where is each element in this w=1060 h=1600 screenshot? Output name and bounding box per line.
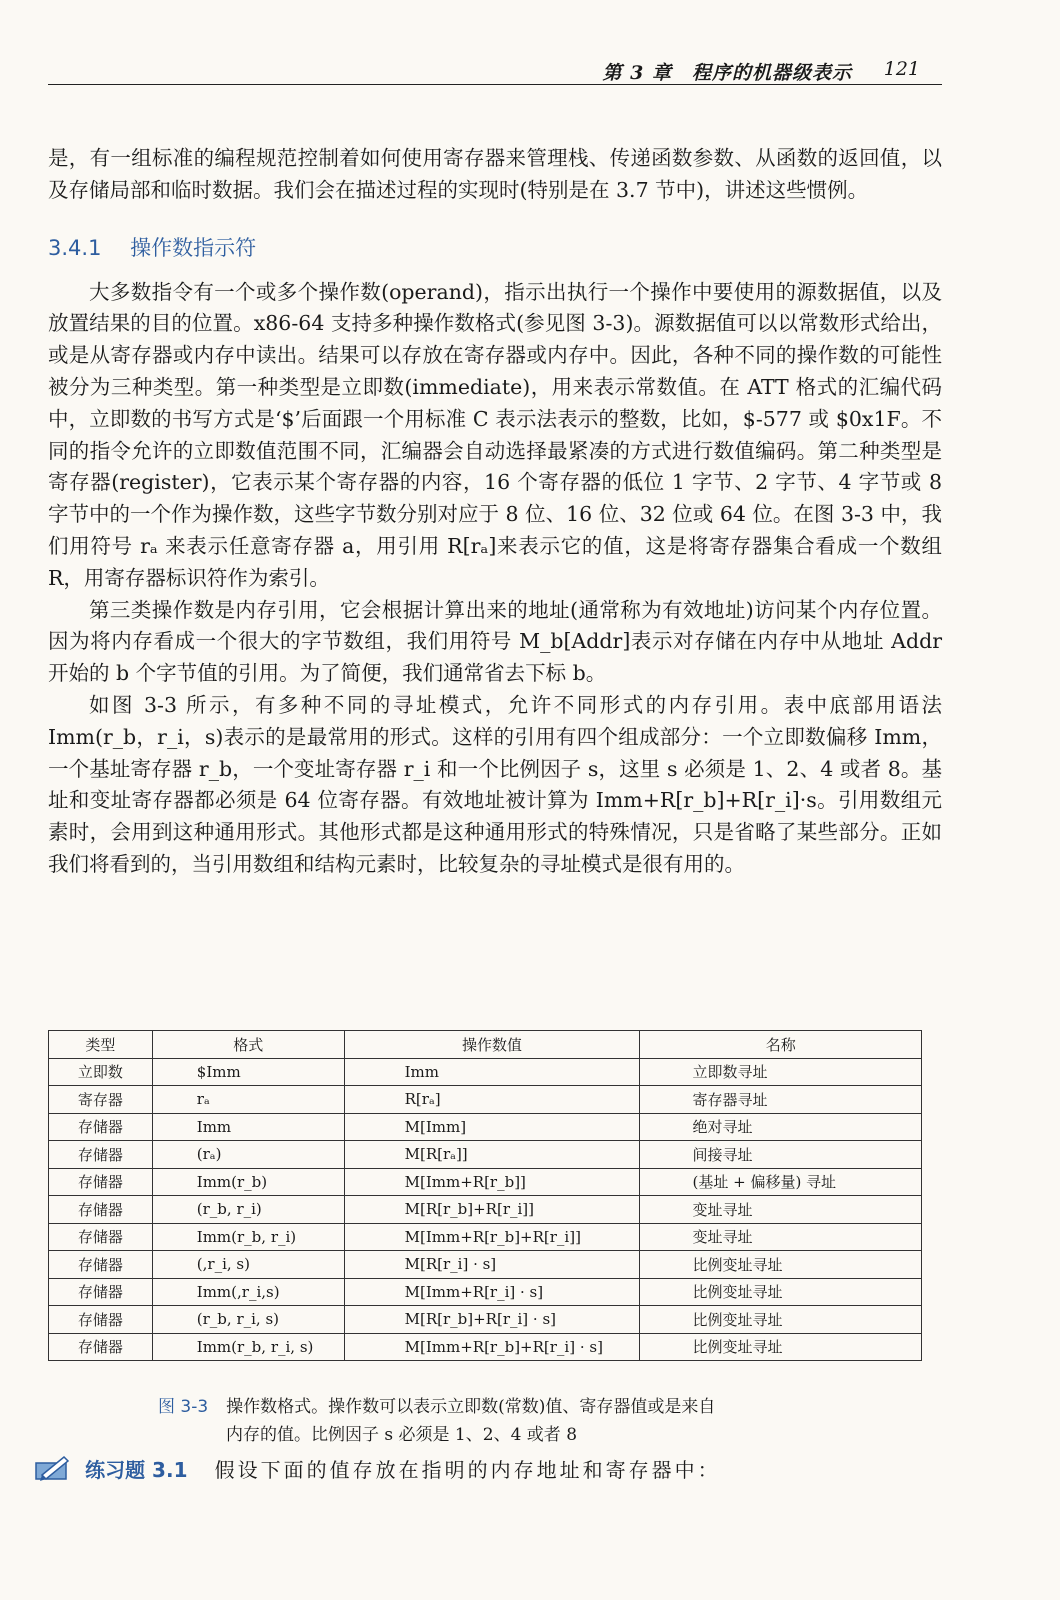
table-header-row bbox=[49, 1031, 922, 1059]
cell-operand-value: M[R[rₐ]] bbox=[344, 1141, 640, 1169]
cell-format: (r_b, r_i, s) bbox=[152, 1306, 344, 1334]
table-row bbox=[49, 1168, 922, 1196]
table-row bbox=[49, 1058, 922, 1086]
cell-operand-value: M[Imm+R[r_b]+R[r_i] · s] bbox=[344, 1333, 640, 1361]
cell-name: 间接寻址 bbox=[640, 1141, 922, 1169]
cell-format: Imm(r_b, r_i) bbox=[152, 1223, 344, 1251]
cell-type: 存储器 bbox=[49, 1168, 153, 1196]
cell-operand-value: M[R[r_i] · s] bbox=[344, 1251, 640, 1279]
table-row bbox=[49, 1141, 922, 1169]
cell-type: 存储器 bbox=[49, 1278, 153, 1306]
cell-type: 存储器 bbox=[49, 1141, 153, 1169]
figure-caption bbox=[158, 1393, 715, 1449]
page-header bbox=[48, 54, 942, 85]
cell-operand-value: Imm bbox=[344, 1058, 640, 1086]
operand-format-table bbox=[48, 1030, 922, 1361]
header-format: 格式 bbox=[152, 1031, 344, 1059]
page-number: 121 bbox=[883, 58, 920, 80]
exercise-title: 练习题 3.1 bbox=[85, 1457, 188, 1482]
header-type: 类型 bbox=[49, 1031, 153, 1059]
table-row bbox=[49, 1196, 922, 1224]
section-number: 3.4.1 bbox=[48, 235, 102, 260]
cell-name: 比例变址寻址 bbox=[640, 1306, 922, 1334]
cell-type: 立即数 bbox=[49, 1058, 153, 1086]
cell-format: rₐ bbox=[152, 1086, 344, 1114]
cell-type: 存储器 bbox=[49, 1113, 153, 1141]
table-row bbox=[49, 1306, 922, 1334]
cell-type: 存储器 bbox=[49, 1306, 153, 1334]
cell-format: $Imm bbox=[152, 1058, 344, 1086]
cell-name: 比例变址寻址 bbox=[640, 1333, 922, 1361]
cell-name: 比例变址寻址 bbox=[640, 1278, 922, 1306]
body-text bbox=[48, 143, 942, 881]
header-operand-value: 操作数值 bbox=[344, 1031, 640, 1059]
cell-type: 存储器 bbox=[49, 1333, 153, 1361]
table-row bbox=[49, 1086, 922, 1114]
cell-operand-value: M[R[r_b]+R[r_i]] bbox=[344, 1196, 640, 1224]
paragraph-addressing-modes: 如图 3-3 所示，有多种不同的寻址模式，允许不同形式的内存引用。表中底部用语法 Imm(r_b，r_i，s)表示的是最常用的形式。这样的引用有四个组成部分：一个立即数偏移 Imm，一个基址寄存器 r_b，一个变址寄存器 r_i 和一个比例因子 s，这里 s 必须是 1、2、4 或者 8。基址和变址寄存器都必须是 64 位寄存器。有效地址被计算为 Imm+R[r_b]+R[r_i]·s。引用数组元素时，会用到这种通用形式。其他形式都是这种通用形式的特殊情况，只是省略了某些部分。正如我们将看到的，当引用数组和结构元素时，比较复杂的寻址模式是很有用的。 bbox=[48, 692, 942, 876]
operand-format-table-wrapper bbox=[48, 1030, 922, 1361]
exercise-pencil-icon bbox=[34, 1453, 74, 1483]
section-title: 操作数指示符 bbox=[130, 235, 257, 260]
cell-name: 变址寻址 bbox=[640, 1196, 922, 1224]
cell-operand-value: R[rₐ] bbox=[344, 1086, 640, 1114]
cell-format: (,r_i, s) bbox=[152, 1251, 344, 1279]
chapter-title: 第 3 章 程序的机器级表示 bbox=[602, 62, 852, 84]
cell-operand-value: M[Imm+R[r_b]+R[r_i]] bbox=[344, 1223, 640, 1251]
table-row bbox=[49, 1278, 922, 1306]
cell-operand-value: M[Imm+R[r_i] · s] bbox=[344, 1278, 640, 1306]
cell-name: 寄存器寻址 bbox=[640, 1086, 922, 1114]
cell-format: Imm(r_b, r_i, s) bbox=[152, 1333, 344, 1361]
cell-name: 绝对寻址 bbox=[640, 1113, 922, 1141]
table-row bbox=[49, 1333, 922, 1361]
cell-operand-value: M[R[r_b]+R[r_i] · s] bbox=[344, 1306, 640, 1334]
cell-format: Imm(,r_i,s) bbox=[152, 1278, 344, 1306]
header-name: 名称 bbox=[640, 1031, 922, 1059]
cell-name: 变址寻址 bbox=[640, 1223, 922, 1251]
cell-name: (基址 + 偏移量) 寻址 bbox=[640, 1168, 922, 1196]
section-heading bbox=[48, 233, 942, 263]
paragraph-operands: 大多数指令有一个或多个操作数(operand)，指示出执行一个操作中要使用的源数据值，以及放置结果的目的位置。x86-64 支持多种操作数格式(参见图 3-3)。源数据值可以以常数形式给出，或是从寄存器或内存中读出。结果可以存放在寄存器或内存中。因此，各种不同的操作数的可能性被分为三种类型。第一种类型是立即数(immediate)，用来表示常数值。在 ATT 格式的汇编代码中，立即数的书写方式是‘$’后面跟一个用标准 C 表示法表示的整数，比如，$-577 或 $0x1F。不同的指令允许的立即数值范围不同，汇编器会自动选择最紧凑的方式进行数值编码。第二种类型是寄存器(register)，它表示某个寄存器的内容，16 个寄存器的低位 1 字节、2 字节、4 字节或 8 字节中的一个作为操作数，这些字节数分别对应于 8 位、16 位、32 位或 64 位。在图 3-3 中，我们用符号 rₐ 来表示任意寄存器 a，用引用 R[rₐ]来表示它的值，这是将寄存器集合看成一个数组 R，用寄存器标识符作为索引。 bbox=[48, 279, 942, 590]
cell-name: 比例变址寻址 bbox=[640, 1251, 922, 1279]
table-row bbox=[49, 1251, 922, 1279]
cell-operand-value: M[Imm] bbox=[344, 1113, 640, 1141]
cell-operand-value: M[Imm+R[r_b]] bbox=[344, 1168, 640, 1196]
cell-type: 寄存器 bbox=[49, 1086, 153, 1114]
cell-format: Imm(r_b) bbox=[152, 1168, 344, 1196]
cell-name: 立即数寻址 bbox=[640, 1058, 922, 1086]
paragraph-memory-reference: 第三类操作数是内存引用，它会根据计算出来的地址(通常称为有效地址)访问某个内存位置。因为将内存看成一个很大的字节数组，我们用符号 M_b[Addr]表示对存储在内存中从地址 Addr 开始的 b 个字节值的引用。为了简便，我们通常省去下标 b。 bbox=[48, 597, 942, 686]
exercise-text: 假设下面的值存放在指明的内存地址和寄存器中： bbox=[214, 1457, 721, 1482]
caption-label: 图 3-3 bbox=[158, 1397, 209, 1417]
caption-line-2: 内存的值。比例因子 s 必须是 1、2、4 或者 8 bbox=[226, 1425, 578, 1445]
table-row bbox=[49, 1223, 922, 1251]
cell-format: (rₐ) bbox=[152, 1141, 344, 1169]
cell-type: 存储器 bbox=[49, 1251, 153, 1279]
table-body bbox=[49, 1058, 922, 1361]
caption-line-1: 操作数格式。操作数可以表示立即数(常数)值、寄存器值或是来自 bbox=[226, 1397, 716, 1417]
cell-format: Imm bbox=[152, 1113, 344, 1141]
cell-type: 存储器 bbox=[49, 1196, 153, 1224]
intro-paragraph: 是，有一组标准的编程规范控制着如何使用寄存器来管理栈、传递函数参数、从函数的返回值，以及存储局部和临时数据。我们会在描述过程的实现时(特别是在 3.7 节中)，讲述这些惯例。 bbox=[48, 146, 942, 202]
table-row bbox=[49, 1113, 922, 1141]
cell-type: 存储器 bbox=[49, 1223, 153, 1251]
exercise-block bbox=[34, 1453, 721, 1489]
cell-format: (r_b, r_i) bbox=[152, 1196, 344, 1224]
